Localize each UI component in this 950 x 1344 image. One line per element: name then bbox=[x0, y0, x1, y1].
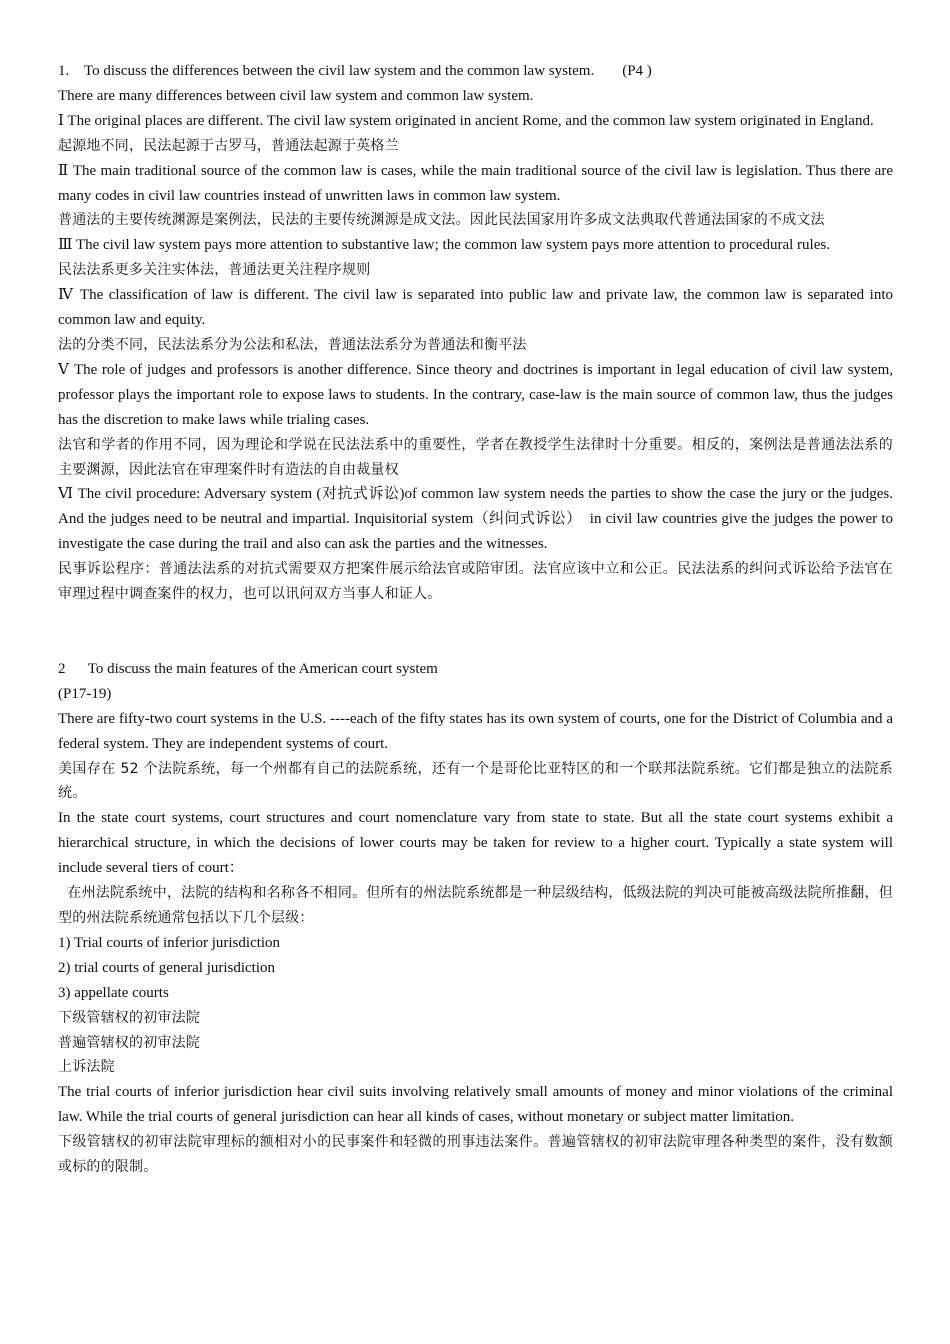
point-5-english: Ⅴ The role of judges and professors is another difference. Since theory and doctrines is important in legal education of civil law system, professor plays the important role to expose laws to students. In the contrary, case-law is the main source of common law, thus the judges has the discretion to make laws while trialing cases. bbox=[58, 361, 897, 428]
tier-3-chinese: 上诉法院 bbox=[58, 1059, 115, 1076]
point-6-english: Ⅵ The civil procedure: Adversary system (对抗式诉讼)of common law system needs the parties to show the case the jury or the judges. And the judges need to be neutral and impartial. Inquisitorial system（纠问式诉讼） in civil law countries give the judges the power to investigate the case during the trail and also can ask the parties and the witnesses. bbox=[58, 486, 897, 553]
point-2-chinese: 普通法的主要传统渊源是案例法，民法的主要传统渊源是成文法。因此民法国家用许多成文法典取代普通法国家的不成文法 bbox=[58, 212, 825, 229]
tier-1-chinese: 下级管辖权的初审法院 bbox=[58, 1009, 200, 1026]
q2-paragraph-2-english: In the state court systems, court structures and court nomenclature vary from state to state. But all the state court systems exhibit a hierarchical structure, in which the decisions of lower courts may be taken for review to a higher court. Typically a state system will include several tiers of court： bbox=[58, 810, 897, 877]
point-6-chinese: 民事诉讼程序：普通法法系的对抗式需要双方把案件展示给法官或陪审团。法官应该中立和公正。民法法系的纠问式诉讼给予法官在审理过程中调查案件的权力，也可以讯问双方当事人和证人。 bbox=[58, 561, 893, 603]
q2-paragraph-1-chinese: 美国存在 52 个法院系统，每一个州都有自己的法院系统，还有一个是哥伦比亚特区的和一个联邦法院系统。它们都是独立的法院系统。 bbox=[58, 760, 893, 802]
q2-paragraph-1-english: There are fifty-two court systems in the U.S. ----each of the fifty states has its own system of courts, one for the District of Columbia and a federal system. They are independent systems of court. bbox=[58, 710, 897, 752]
point-5-chinese: 法官和学者的作用不同，因为理论和学说在民法法系中的重要性，学者在教授学生法律时十分重要。相反的，案例法是普通法法系的主要渊源，因此法官在审理案件时有造法的自由裁量权 bbox=[58, 436, 893, 478]
point-1-chinese: 起源地不同，民法起源于古罗马，普通法起源于英格兰 bbox=[58, 137, 399, 154]
question-2-page-ref: (P17-19) bbox=[58, 685, 112, 702]
point-3-english: Ⅲ The civil law system pays more attention to substantive law; the common law system pays more attention to procedural rules. bbox=[58, 237, 830, 254]
point-4-chinese: 法的分类不同，民法法系分为公法和私法，普通法法系分为普通法和衡平法 bbox=[58, 336, 527, 353]
section-spacer bbox=[58, 607, 893, 657]
question-1-title: 1. To discuss the differences between the civil law system and the common law system. bbox=[58, 63, 595, 79]
question-1-intro: There are many differences between civil law system and common law system. bbox=[58, 87, 534, 104]
point-3-chinese: 民法法系更多关注实体法，普通法更关注程序规则 bbox=[58, 262, 371, 279]
tier-2-english: 2) trial courts of general jurisdiction bbox=[58, 959, 276, 976]
question-1-heading bbox=[58, 59, 893, 84]
point-4-english: Ⅳ The classification of law is different. The civil law is separated into public law and private law, the common law is separated into common law and equity. bbox=[58, 287, 897, 329]
q2-paragraph-3-chinese: 下级管辖权的初审法院审理标的额相对小的民事案件和轻微的刑事违法案件。普遍管辖权的初审法院审理各种类型的案件，没有数额或标的的限制。 bbox=[58, 1134, 893, 1176]
question-2-heading: 2 To discuss the main features of the American court system bbox=[58, 660, 438, 677]
point-2-english: Ⅱ The main traditional source of the common law is cases, while the main traditional source of the civil law is legislation. Thus there are many codes in civil law countries instead of unwritten laws in common law system. bbox=[58, 162, 897, 204]
point-1-english: Ⅰ The original places are different. The civil law system originated in ancient Rome, and the common law system originated in England. bbox=[58, 112, 874, 129]
tier-3-english: 3) appellate courts bbox=[58, 984, 169, 1001]
q2-paragraph-3-english: The trial courts of inferior jurisdiction hear civil suits involving relatively small amounts of money and minor violations of the criminal law. While the trial courts of general jurisdiction can hear all kinds of cases, without monetary or subject matter limitation. bbox=[58, 1084, 897, 1126]
q2-paragraph-2-chinese: 在州法院系统中，法院的结构和名称各不相同。但所有的州法院系统都是一种层级结构，低级法院的判决可能被高级法院所推翻，但型的州法院系统通常包括以下几个层级： bbox=[58, 885, 893, 926]
tier-2-chinese: 普遍管辖权的初审法院 bbox=[58, 1034, 200, 1051]
question-1-page-ref: (P4 ) bbox=[622, 63, 652, 79]
tier-1-english: 1) Trial courts of inferior jurisdiction bbox=[58, 934, 281, 951]
